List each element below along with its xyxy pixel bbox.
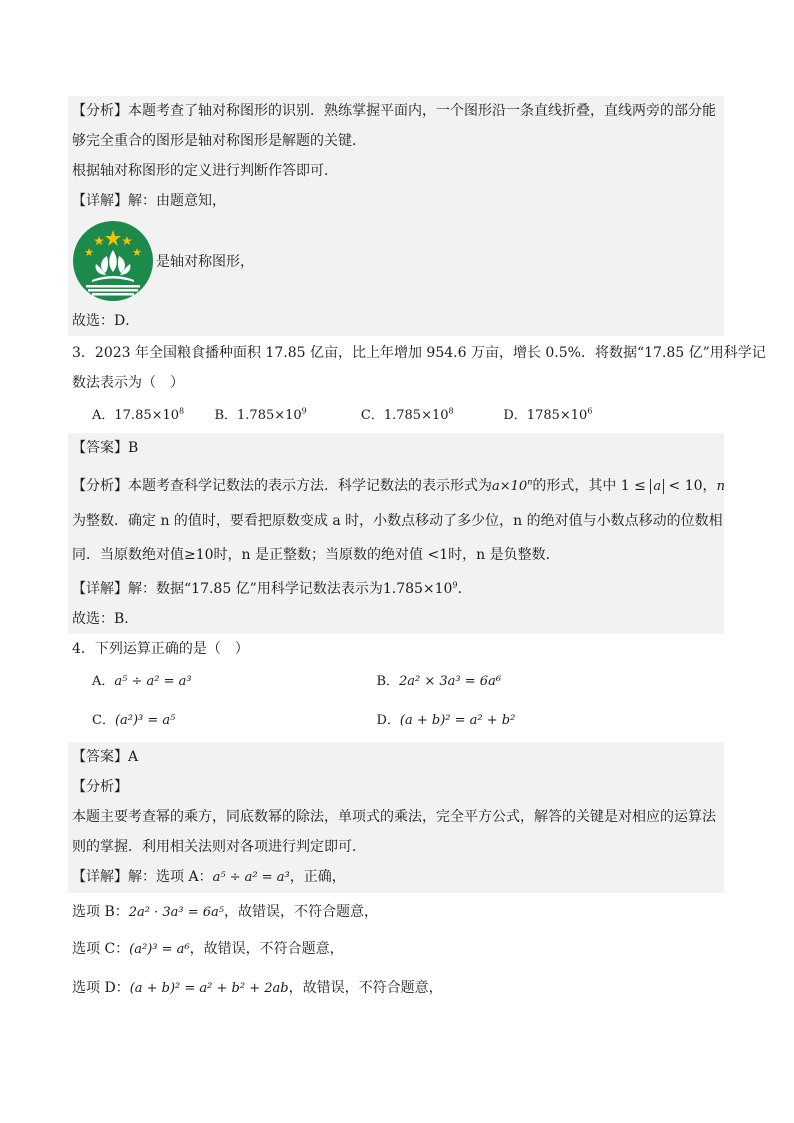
q4-option-c-expr: (a²)³ = a⁵ <box>114 713 176 728</box>
q4-option-c-label: C． <box>92 713 115 728</box>
q3-option-d-exp: 6 <box>587 406 593 416</box>
q4-detail-d-prefix: 选项 D： <box>72 980 130 996</box>
q3-explanation-block <box>68 433 724 634</box>
document-body <box>68 96 766 1004</box>
q3-question-block <box>68 336 766 433</box>
q3-detail-suffix: ． <box>457 581 472 597</box>
q4-option-c <box>92 710 372 732</box>
q4-detail-b-prefix: 选项 B： <box>72 904 129 920</box>
q3-choice: 故选：B． <box>72 611 139 627</box>
q4-detail-a-prefix: 【详解】解：选项 A： <box>72 869 213 885</box>
q3-option-a-exp: 8 <box>179 406 185 416</box>
q3-option-a <box>92 405 210 427</box>
q4-option-d-expr: (a + b)² = a² + b² <box>399 713 516 728</box>
q3-option-c-exp: 8 <box>448 406 454 416</box>
q3-option-b-exp: 9 <box>301 406 307 416</box>
q4-option-d-label: D． <box>376 713 400 728</box>
q4-detail-a-expr: a⁵ ÷ a² = a³ <box>212 870 290 885</box>
q4-detail-c-prefix: 选项 C： <box>72 941 130 957</box>
q3-option-d <box>503 405 592 427</box>
q3-detail-text: 【详解】解：数据“17.85 亿”用科学记数法表示为 <box>72 581 383 597</box>
q3-analysis-text-1: 【分析】本题考查科学记数法的表示方法．科学记数法的表示形式为 <box>72 478 492 494</box>
q4-option-a-label: A． <box>92 674 115 689</box>
q2-analysis-line-2: 够完全重合的图形是轴对称图形是解题的关键． <box>72 133 366 149</box>
q4-detail-b-suffix: ，故错误，不符合题意， <box>224 904 379 920</box>
q4-option-b-expr: 2a² × 3a³ = 6a⁶ <box>399 674 502 689</box>
q4-option-a <box>92 671 372 693</box>
q4-detail-a <box>68 862 724 893</box>
q4-analysis-title: 【分析】 <box>72 779 128 795</box>
q2-detail-line-1: 【详解】解：由题意知， <box>72 193 226 209</box>
q4-options-row-1 <box>68 664 724 699</box>
q3-analysis-text-3: < 10， <box>664 478 717 494</box>
q2-analysis-line-1: 【分析】本题考查了轴对称图形的识别．熟练掌握平面内，一个图形沿一条直线折叠，直线两旁的部分能 <box>72 103 716 119</box>
q4-detail-a-suffix: ，正确， <box>289 869 346 885</box>
q3-option-d-base: 1785×10 <box>526 408 588 423</box>
macau-emblem-image <box>72 220 154 302</box>
q4-question: 4．下列运算正确的是（ ） <box>72 641 249 657</box>
q3-analysis-line-2: 为整数．确定 n 的值时，要看把原数变成 a 时，小数点移动了多少位，n 的绝对值与小数点移动的位数相 <box>72 513 723 529</box>
q3-options <box>68 398 724 433</box>
q2-explanation-block <box>68 96 724 336</box>
q4-detail-d-suffix: ，故错误，不符合题意， <box>288 980 443 996</box>
q2-emblem-caption: 是轴对称图形， <box>156 254 254 270</box>
q3-detail-line <box>68 570 724 604</box>
q4-detail-b-expr: 2a² · 3a³ = 6a⁵ <box>128 905 225 920</box>
q4-analysis-line-2: 则的掌握．利用相关法则对各项进行判定即可． <box>72 839 366 855</box>
q4-question-block <box>68 634 724 738</box>
q2-analysis-line-3: 根据轴对称图形的定义进行判断作答即可． <box>72 163 338 179</box>
q3-analysis-line-3: 同．当原数绝对值≥10时，n 是正整数；当原数的绝对值 <1时，n 是负整数． <box>72 547 560 563</box>
q3-analysis-line-1 <box>68 463 724 502</box>
q3-option-d-label: D． <box>503 408 527 423</box>
q3-option-a-label: A． <box>92 408 115 423</box>
q3-analysis-n: n <box>716 479 725 494</box>
q3-analysis-form-exp: n <box>527 477 533 487</box>
q3-detail-base: 1.785×10 <box>382 581 453 597</box>
q3-analysis-abs: a <box>650 479 664 494</box>
q3-option-b <box>214 405 356 427</box>
q4-analysis-line-1: 本题主要考查幂的乘方，同底数幂的除法，单项式的乘法，完全平方公式，解答的关键是对相应的运算法 <box>72 809 716 825</box>
q4-answer: 【答案】A <box>72 749 139 765</box>
q4-detail-c <box>68 928 724 965</box>
q3-option-b-label: B． <box>214 408 238 423</box>
q3-analysis-text-2: 的形式，其中 1 ≤ <box>532 478 651 494</box>
q3-analysis-form: a×10 <box>492 479 528 494</box>
q3-option-c-base: 1.785×10 <box>383 408 449 423</box>
q3-answer: 【答案】B <box>72 440 139 456</box>
q3-option-a-base: 17.85×10 <box>114 408 180 423</box>
q3-detail-exp: 9 <box>452 580 458 590</box>
q4-explanation-block <box>68 742 724 893</box>
q4-detail-c-suffix: ，故错误，不符合题意， <box>189 941 344 957</box>
q2-choice: 故选：D． <box>72 313 140 329</box>
q4-option-a-expr: a⁵ ÷ a² = a³ <box>114 674 192 689</box>
q4-detail-c-expr: (a²)³ = a⁶ <box>129 942 190 957</box>
q4-detail-d-expr: (a + b)² = a² + b² + 2ab <box>129 981 289 996</box>
q3-option-b-base: 1.785×10 <box>237 408 302 423</box>
q4-options-row-2 <box>68 699 724 738</box>
q3-question-line-2: 数法表示为（ ） <box>72 375 184 391</box>
q4-detail-b <box>68 893 724 928</box>
q4-option-b-label: B． <box>376 674 400 689</box>
q4-option-b <box>376 671 656 693</box>
q3-question-line-1: 3．2023 年全国粮食播种面积 17.85 亿亩，比上年增加 954.6 万亩，增长 0.5%．将数据“17.85 亿”用科学记 <box>72 345 766 361</box>
q3-option-c-label: C． <box>360 408 384 423</box>
q4-option-d <box>376 710 656 732</box>
q3-option-c <box>361 405 499 427</box>
q4-detail-d <box>68 965 724 1004</box>
q2-emblem-row <box>68 216 724 306</box>
